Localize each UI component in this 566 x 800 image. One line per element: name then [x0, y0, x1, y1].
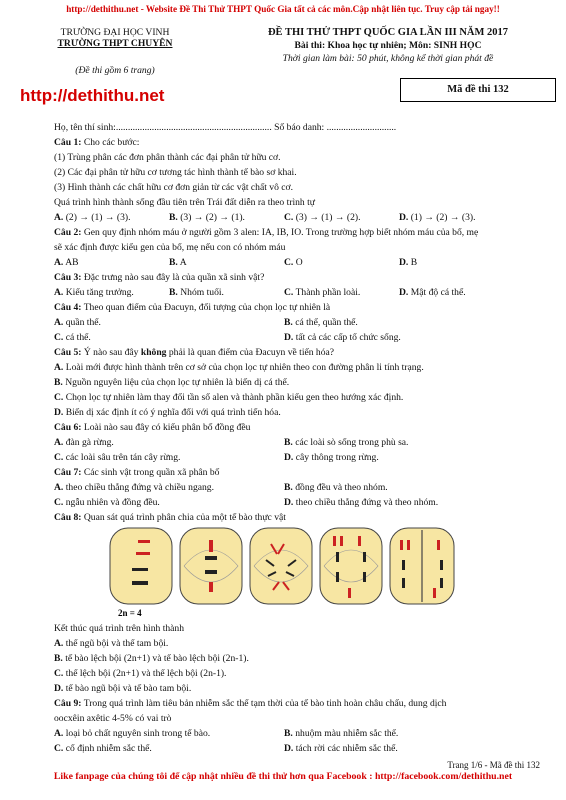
option-b[interactable]: B. cá thể, quần thể. — [284, 317, 358, 328]
fanpage-footer[interactable]: Like fanpage của chúng tôi để cập nhật nhiều đề thi thử hơn qua Facebook : http://facebook.com/dethithu.net — [53, 771, 513, 782]
option-d[interactable]: D. B — [399, 257, 418, 268]
option-d[interactable]: D. tất cả các cấp tổ chức sống. — [284, 332, 401, 343]
option-c[interactable]: C. O — [284, 257, 303, 268]
option-c[interactable]: C. thể lệch bội (2n+1) và thể lệch bội (2n-1). — [54, 668, 227, 679]
q3-options — [54, 286, 544, 301]
option-d[interactable]: D. Mật độ cá thể. — [399, 287, 466, 298]
option-b[interactable]: B. tế bào lệch bội (2n+1) và tế bào lệch bội (2n-1). — [54, 653, 249, 664]
option-b[interactable]: B. A — [169, 257, 187, 268]
q2-options — [54, 256, 544, 271]
option-c[interactable]: C. Chọn lọc tự nhiên làm thay đổi tần số alen và thành phần kiểu gen theo hướng xác định. — [54, 392, 404, 403]
option-a[interactable]: A. thể ngũ bội và thể tam bội. — [54, 638, 169, 649]
q1-options — [54, 211, 544, 226]
q1-step-2: (2) Các đại phân tử hữu cơ tương tác hình thành tế bào sơ khai. — [54, 167, 297, 178]
q1-stem: Quá trình hình thành sống đầu tiên trên Trái đất diễn ra theo trình tự — [54, 197, 315, 208]
question-4: Câu 4: Theo quan điểm của Đacuyn, đối tượng của chọn lọc tự nhiên là — [54, 302, 331, 313]
option-d[interactable]: D. tế bào ngũ bội và tế bào tam bội. — [54, 683, 192, 694]
option-a[interactable]: A. theo chiều thẳng đứng và chiều ngang. — [54, 482, 214, 493]
question-8: Câu 8: Quan sát quá trình phân chia của một tế bào thực vật — [54, 512, 286, 523]
option-c[interactable]: C. các loài sâu trên tán cây rừng. — [54, 452, 181, 463]
q1-step-3: (3) Hình thành các chất hữu cơ đơn giản từ các vật chất vô cơ. — [54, 182, 293, 193]
university-name: TRƯỜNG ĐẠI HỌC VINH — [60, 27, 170, 38]
question-5: Câu 5: Ý nào sau đây không phải là quan điểm của Đacuyn về tiến hóa? — [54, 347, 335, 358]
question-7: Câu 7: Các sinh vật trong quần xã phân bố — [54, 467, 220, 478]
page-number: Trang 1/6 - Mã đề thi 132 — [447, 760, 540, 770]
option-b[interactable]: B. (3) → (2) → (1). — [169, 212, 245, 223]
cell-4 — [320, 528, 382, 604]
option-c[interactable]: C. ngẫu nhiên và đồng đều. — [54, 497, 160, 508]
question-2: Câu 2: Gen quy định nhóm máu ở người gồm 3 alen: IA, IB, IO. Trong trường hợp biết nhóm máu của bố, mẹ — [54, 227, 479, 238]
q8-stem-2: Kết thúc quá trình trên hình thành — [54, 623, 185, 634]
q1-step-1: (1) Trùng phân các đơn phân thành các đại phân tử hữu cơ. — [54, 152, 281, 163]
q4-options-ab — [54, 316, 544, 331]
q6-options-ab — [54, 436, 544, 451]
option-d[interactable]: D. theo chiều thẳng đứng và theo nhóm. — [284, 497, 439, 508]
option-b[interactable]: B. Nhóm tuổi. — [169, 287, 224, 298]
q7-options-ab — [54, 481, 544, 496]
option-a[interactable]: A. Kiểu tăng trưởng. — [54, 287, 134, 298]
question-1 — [54, 136, 544, 151]
option-d[interactable]: D. cây thông trong rừng. — [284, 452, 379, 463]
cell-1 — [110, 528, 172, 604]
option-c[interactable]: C. (3) → (1) → (2). — [284, 212, 361, 223]
candidate-line: Họ, tên thí sinh:................................................................. Số báo danh: ............................. — [54, 122, 397, 133]
figure-label: 2n = 4 — [118, 608, 142, 618]
option-d[interactable]: D. Biến dị xác định ít có ý nghĩa đối với quá trình tiến hóa. — [54, 407, 281, 418]
exam-subject: Bài thi: Khoa học tự nhiên; Môn: SINH HỌC — [294, 40, 482, 51]
q4-options-cd — [54, 331, 544, 346]
option-b[interactable]: B. Nguồn nguyên liệu của chọn lọc tự nhiên là biến dị cá thể. — [54, 377, 290, 388]
cell-5 — [390, 528, 454, 604]
exam-code-box: Mã đề thi 132 — [400, 78, 556, 102]
question-6: Câu 6: Loài nào sau đây có kiểu phân bố đồng đều — [54, 422, 251, 433]
q9-stem-2: oocxêin axêtic 4-5% có vai trò — [54, 713, 172, 724]
q9-options-ab — [54, 727, 544, 742]
q2-stem-2: sẽ xác định được kiểu gen của bố, mẹ nếu con có nhóm máu — [54, 242, 286, 253]
question-3: Câu 3: Đặc trưng nào sau đây là của quần xã sinh vật? — [54, 272, 265, 283]
site-url[interactable]: http://dethithu.net — [20, 86, 165, 105]
q7-options-cd — [54, 496, 544, 511]
option-a[interactable]: A. Loài mới được hình thành trên cơ sở của chọn lọc tự nhiên theo con đường phân li tính trạng. — [54, 362, 424, 373]
option-a[interactable]: A. AB — [54, 257, 79, 268]
option-b[interactable]: B. nhuộm màu nhiễm sắc thể. — [284, 728, 399, 739]
option-c[interactable]: C. Thành phần loài. — [284, 287, 361, 298]
option-b[interactable]: B. các loài sò sống trong phù sa. — [284, 437, 409, 448]
pages-note: (Đề thi gồm 6 trang) — [75, 65, 155, 76]
q9-options-cd — [54, 742, 544, 757]
option-a[interactable]: A. quần thể. — [54, 317, 101, 328]
exam-title: ĐỀ THI THỬ THPT QUỐC GIA LẦN III NĂM 2017 — [267, 27, 509, 38]
question-9: Câu 9: Trong quá trình làm tiêu bản nhiễm sắc thể tạm thời của tế bào tinh hoàn châu chấu, dung dịch — [54, 698, 447, 709]
option-c[interactable]: C. cố định nhiễm sắc thể. — [54, 743, 152, 754]
exam-time: Thời gian làm bài: 50 phút, không kể thời gian phát đề — [282, 53, 494, 64]
option-c[interactable]: C. cá thể. — [54, 332, 91, 343]
option-b[interactable]: B. đồng đều và theo nhóm. — [284, 482, 388, 493]
option-d[interactable]: D. (1) → (2) → (3). — [399, 212, 476, 223]
question-text: Cho các bước: — [83, 137, 140, 148]
cell-division-figure — [108, 526, 458, 618]
option-a[interactable]: A. đàn gà rừng. — [54, 437, 114, 448]
question-label: Câu 1: — [54, 137, 82, 148]
cell-3 — [250, 528, 312, 604]
option-d[interactable]: D. tách rời các nhiễm sắc thể. — [284, 743, 398, 754]
option-a[interactable]: A. (2) → (1) → (3). — [54, 212, 131, 223]
option-a[interactable]: A. loại bỏ chất nguyên sinh trong tế bào. — [54, 728, 211, 739]
top-banner: http://dethithu.net - Website Đề Thi Thử THPT Quốc Gia tất cả các môn.Cập nhật liên tục. Truy cập tải ngay!! — [66, 4, 500, 14]
cell-2 — [180, 528, 242, 604]
q6-options-cd — [54, 451, 544, 466]
school-name: TRƯỜNG THPT CHUYÊN — [57, 38, 173, 49]
